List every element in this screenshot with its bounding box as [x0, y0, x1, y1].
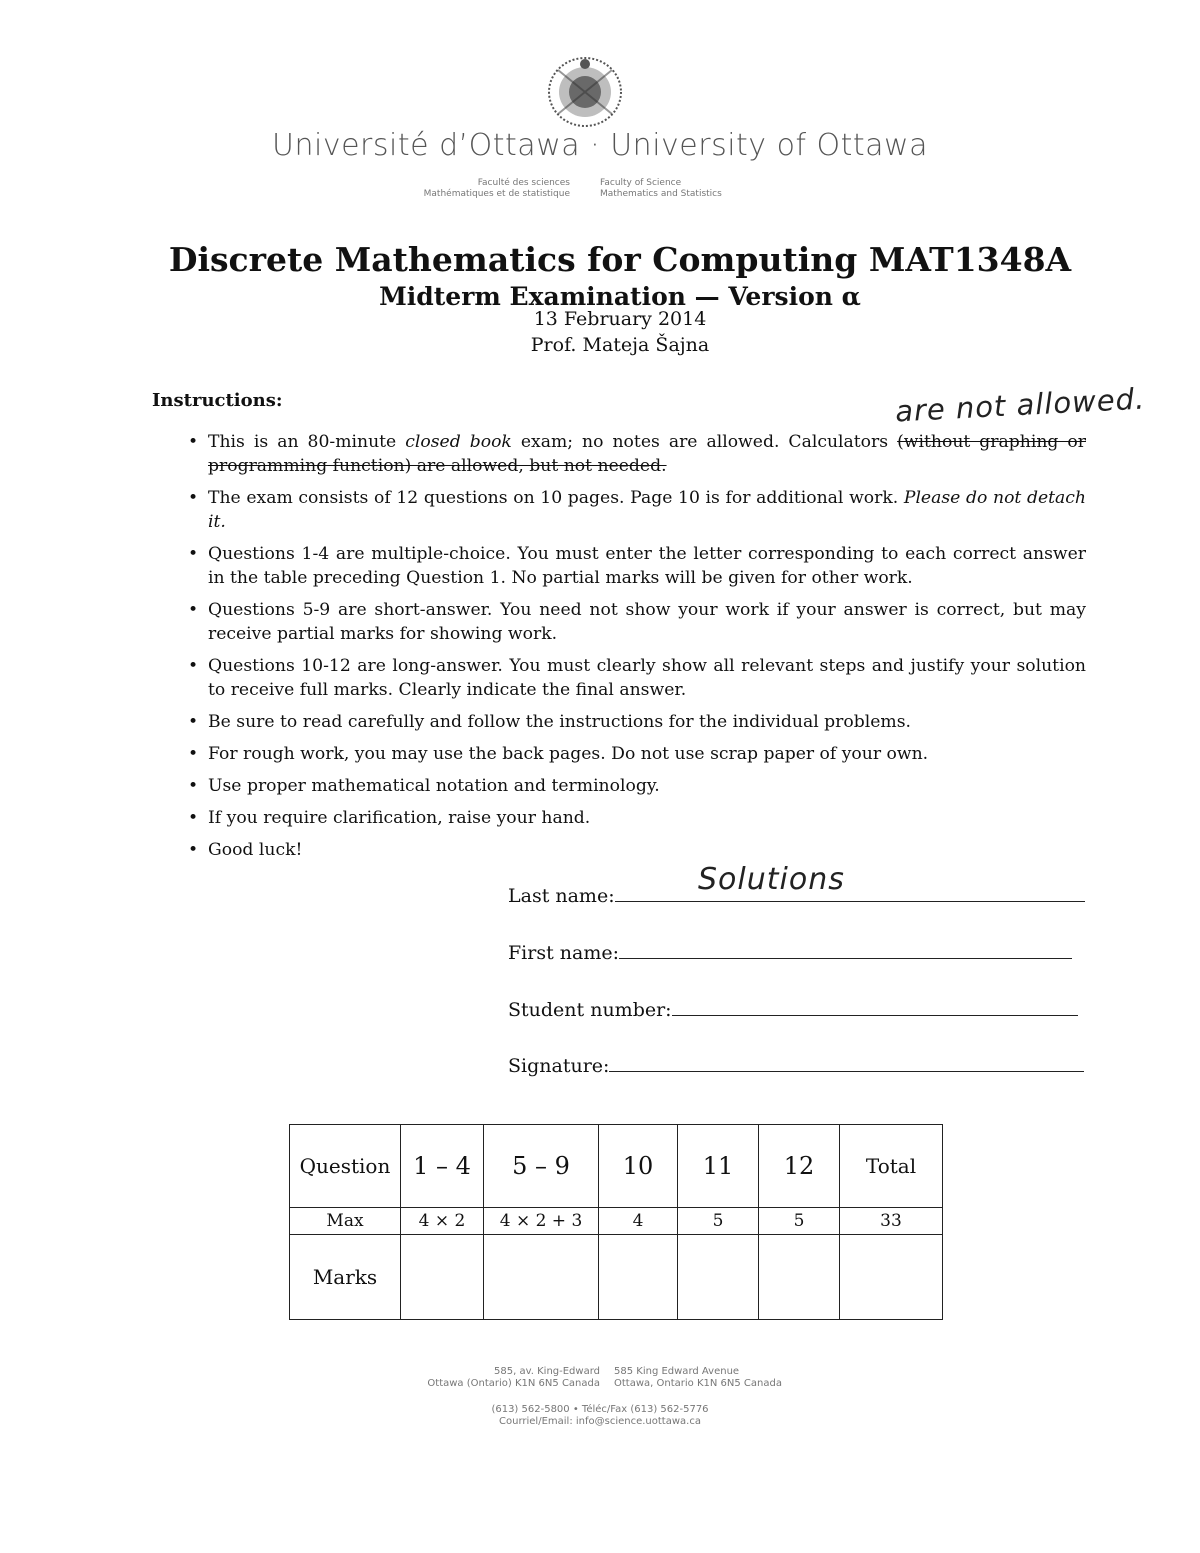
footer-email: Courriel/Email: info@science.uottawa.ca [499, 1416, 701, 1427]
instruction-emphasis: Please do not detach it. [208, 488, 1087, 532]
signature-label: Signature: [508, 1055, 610, 1077]
max-cell: 4 × 2 [401, 1208, 484, 1235]
signature-line[interactable] [609, 1070, 1084, 1072]
marks-cell[interactable] [678, 1235, 759, 1320]
question-cell: 1 – 4 [401, 1125, 484, 1208]
first-name-label: First name: [508, 942, 619, 964]
max-total: 33 [840, 1208, 943, 1235]
instruction-item: • If you require clarification, raise your hand. [186, 806, 1086, 830]
question-cell: 11 [678, 1125, 759, 1208]
last-name-value: Solutions [698, 862, 845, 897]
marks-total-cell[interactable] [840, 1235, 943, 1320]
university-name: Université d’Ottawa · University of Ottawa [272, 128, 928, 163]
marks-table [289, 1124, 943, 1320]
max-cell: 4 × 2 + 3 [484, 1208, 599, 1235]
question-cell: 10 [599, 1125, 678, 1208]
instruction-item: • Questions 10-12 are long-answer. You must clearly show all relevant steps and justify your solution to receive full marks. Clearly indicate the final answer. [186, 654, 1086, 702]
max-cell: 5 [759, 1208, 840, 1235]
marks-cell[interactable] [401, 1235, 484, 1320]
marks-label: Marks [290, 1235, 401, 1320]
max-cell: 5 [678, 1208, 759, 1235]
first-name-line[interactable] [619, 957, 1072, 959]
instruction-item: • Questions 5-9 are short-answer. You need not show your work if your answer is correct, but may receive partial marks for showing work. [186, 598, 1086, 646]
struck-text: (without graphing or programming function) are allowed, but not needed. [208, 432, 1086, 476]
question-cell: 5 – 9 [484, 1125, 599, 1208]
marks-cell[interactable] [759, 1235, 840, 1320]
instruction-text: The exam consists of 12 questions on 10 pages. Page 10 is for additional work. [208, 488, 904, 508]
exam-title: Discrete Mathematics for Computing MAT1348A [168, 240, 1072, 279]
marks-cell[interactable] [484, 1235, 599, 1320]
instruction-text: exam; no notes are allowed. Calculators [511, 432, 898, 452]
faculty-en-line1: Faculty of Science [600, 178, 682, 188]
instruction-emphasis: closed book [405, 432, 512, 452]
footer-address-english [614, 1366, 874, 1390]
faculty-fr-line2: Mathématiques et de statistique [423, 189, 570, 199]
instructions-heading: Instructions: [152, 390, 283, 411]
footer-contact [0, 1404, 1200, 1428]
max-label: Max [290, 1208, 401, 1235]
instruction-item: • Be sure to read carefully and follow the instructions for the individual problems. [186, 710, 1086, 734]
instruction-item [186, 486, 1086, 534]
student-number-field[interactable] [508, 999, 1078, 1021]
instruction-item: • Use proper mathematical notation and terminology. [186, 774, 1086, 798]
last-name-line[interactable] [615, 900, 1085, 902]
instruction-item: • For rough work, you may use the back pages. Do not use scrap paper of your own. [186, 742, 1086, 766]
student-number-line[interactable] [672, 1014, 1078, 1016]
instructions-list [186, 430, 1086, 862]
instruction-text: This is an 80-minute [208, 432, 406, 452]
footer-fr-line2: Ottawa (Ontario) K1N 6N5 Canada [427, 1378, 600, 1389]
footer-en-line2: Ottawa, Ontario K1N 6N5 Canada [614, 1378, 782, 1389]
first-name-field[interactable] [508, 942, 1072, 964]
faculty-french [372, 178, 570, 200]
footer-en-line1: 585 King Edward Avenue [614, 1366, 740, 1377]
exam-date: 13 February 2014 [533, 308, 707, 330]
max-cell: 4 [599, 1208, 678, 1235]
instruction-item [186, 430, 1086, 478]
last-name-label: Last name: [508, 885, 615, 907]
handwritten-note: are not allowed. [894, 381, 1146, 429]
exam-professor: Prof. Mateja Šajna [530, 334, 710, 356]
footer-address-french [340, 1366, 600, 1390]
marks-cell[interactable] [599, 1235, 678, 1320]
faculty-english [600, 178, 800, 200]
faculty-en-line2: Mathematics and Statistics [600, 189, 722, 199]
exam-subtitle: Midterm Examination — Version α [379, 282, 861, 311]
footer-fr-line1: 585, av. King-Edward [494, 1366, 600, 1377]
instruction-item: • Questions 1-4 are multiple-choice. You must enter the letter corresponding to each correct answer in the table preceding Question 1. No partial marks will be given for other work. [186, 542, 1086, 590]
max-row [290, 1208, 943, 1235]
footer-phone: (613) 562-5800 • Téléc/Fax (613) 562-5776 [491, 1404, 709, 1415]
question-label: Question [290, 1125, 401, 1208]
faculty-fr-line1: Faculté des sciences [477, 178, 570, 188]
question-row [290, 1125, 943, 1208]
university-crest-logo [538, 52, 632, 130]
instruction-item: • Good luck! [186, 838, 1086, 862]
marks-row [290, 1235, 943, 1320]
student-number-label: Student number: [508, 999, 672, 1021]
signature-field[interactable] [508, 1055, 1084, 1077]
question-cell: 12 [759, 1125, 840, 1208]
total-label: Total [840, 1125, 943, 1208]
